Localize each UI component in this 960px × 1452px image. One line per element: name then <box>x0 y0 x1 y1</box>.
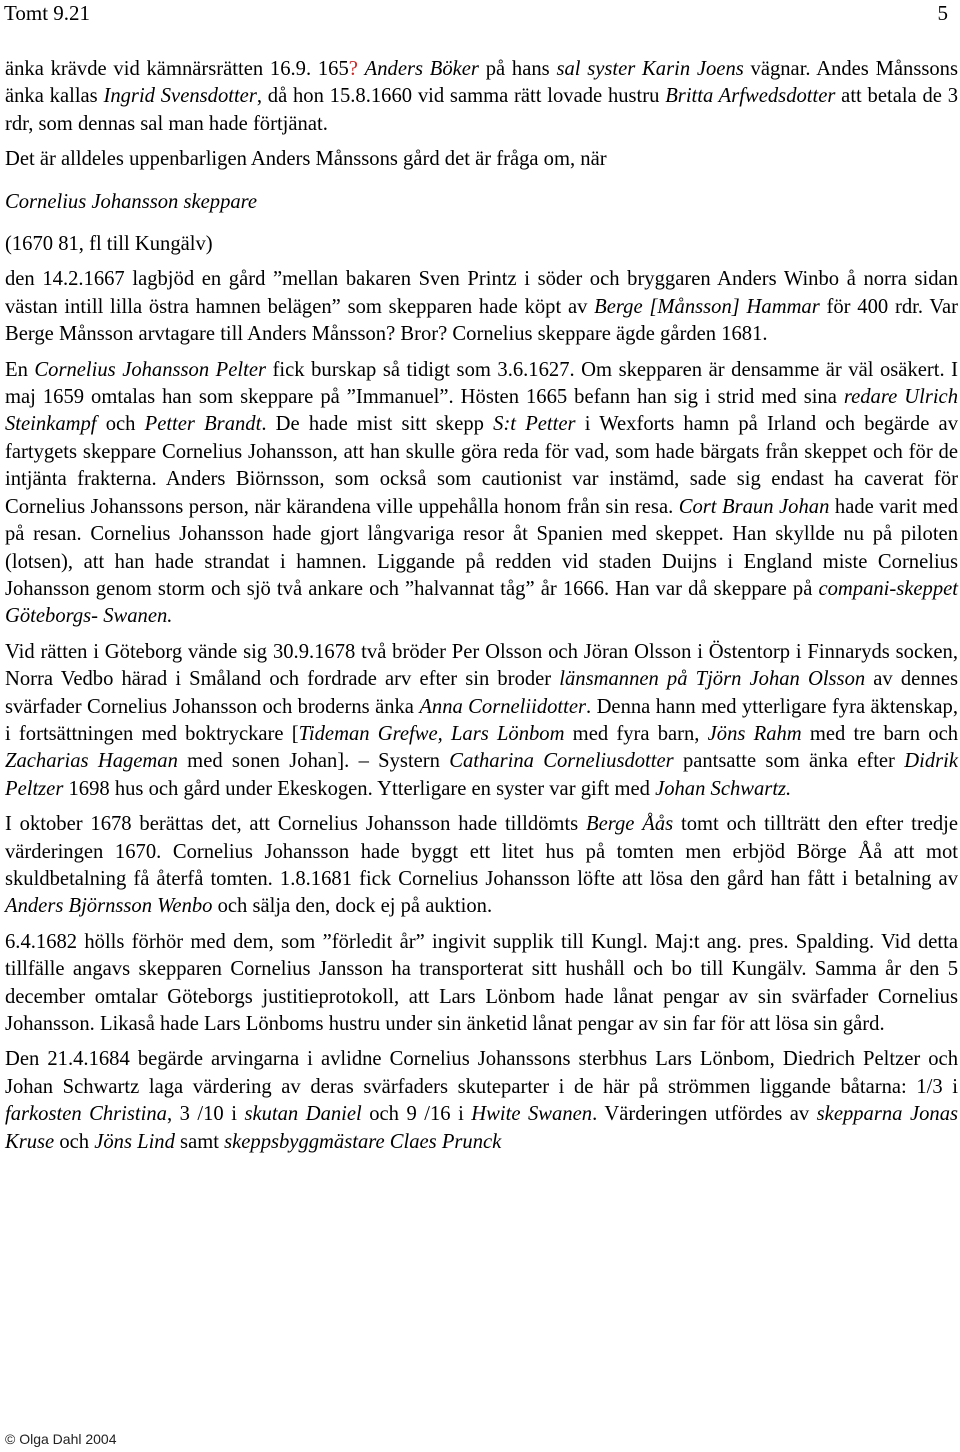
paragraph-6: 6.4.1682 hölls förhör med dem, som ”förledit år” ingivit supplik till Kungl. Maj:t ang. pres. Spalding. Vid detta tillfälle angavs skepparen Cornelius Jansson ha transporterat sitt hushåll och bo till Kungälv. Samma år den 5 december omtalar Göteborgs justitieprotokoll, att Lars Lönbom hade lånat pengar av sin svärfader Cornelius Johansson. Likaså hade Lars Lönboms hustru under sin änketid lånat pengar av sin far för att lösa sin gård. <box>5 930 958 1035</box>
page-number: 5 <box>937 1 948 25</box>
header-title: Tomt 9.21 <box>4 1 91 25</box>
heading-line-3: (1670 81, fl till Kungälv) <box>5 233 213 256</box>
query-mark: ? <box>348 58 358 80</box>
page-header <box>4 0 948 27</box>
paragraph-5: I oktober 1678 berättas det, att Cornelius Johansson hade tilldömts Berge Åås tomt och tillträtt den efter tredje värderingen 1670. Cornelius Johansson hade byggt ett litet hus på tomten men erbjöd Börge Åå att mot skuldbetalning få återfå tomten. 1.8.1681 fick Cornelius Johansson löfte att lösa den gård han fått i betalning av Anders Björnsson Wenbo och sälja den, dock ej på auktion. <box>5 813 958 918</box>
paragraph-7: Den 21.4.1684 begärde arvingarna i avlidne Cornelius Johanssons sterbhus Lars Lönbom, Diedrich Peltzer och Johan Schwartz laga värdering av deras svärfaders skuteparter i de här på strömmen liggande båtarna: 1/3 i farkosten Christina, 3 /10 i skutan Daniel och 9 /16 i Hwite Swanen. Värderingen utfördes av skepparna Jonas Kruse och Jöns Lind samt skeppsbyggmästare Claes Prunck <box>5 1048 959 1153</box>
copyright-footer: © Olga Dahl 2004 <box>5 1431 117 1447</box>
heading-line-2: Cornelius Johansson skeppare <box>5 190 258 213</box>
paragraph-4: Vid rätten i Göteborg vände sig 30.9.1678 två bröder Per Olsson och Jöran Olsson i Östentorp i Finnaryds socken, Norra Vedbo härad i Småland och fordrade arv efter sin broder länsmannen på Tjörn Johan Olsson av dennes svärfader Cornelius Johansson och broderns änka Anna Corneliidotter. Denna hann med ytterligare fyra äktenskap, i fortsättningen med boktryckare [Tideman Grefwe, Lars Lönbom med fyra barn, Jöns Rahm med tre barn och Zacharias Hageman med sonen Johan]. – Systern Catharina Corneliusdotter pantsatte som änka efter Didrik Peltzer 1698 hus och gård under Ekeskogen. Ytterligare en syster var gift med Johan Schwartz. <box>5 640 959 800</box>
document-body <box>5 56 958 1156</box>
section-heading <box>5 146 958 258</box>
heading-line-1: Det är alldeles uppenbarligen Anders Månssons gård det är fråga om, när <box>5 148 607 171</box>
paragraph-2: den 14.2.1667 lagbjöd en gård ”mellan bakaren Sven Printz i söder och bryggaren Anders Winbo å norra sidan västan intill lilla östra hamnen belägen” som skepparen hade köpt av Berge [Månsson] Hammar för 400 rdr. Var Berge Månsson arvtagare till Anders Månsson? Bror? Cornelius skeppare ägde gården 1681. <box>5 268 958 346</box>
paragraph-1: änka krävde vid kämnärsrätten 16.9. 165? Anders Böker på hans sal syster Karin Joens vägnar. Andes Månssons änka kallas Ingrid Svensdotter, då hon 15.8.1660 vid samma rätt lovade hustru Britta Arfwedsdotter att betala de 3 rdr, som dennas sal man hade förtjänat. <box>5 58 959 135</box>
paragraph-3: En Cornelius Johansson Pelter fick burskap så tidigt som 3.6.1627. Om skepparen är densamme är väl osäkert. I maj 1659 omtalas han som skeppare på ”Immanuel”. Hösten 1665 befann han sig i strid med sina redare Ulrich Steinkampf och Petter Brandt. De hade mist sitt skepp S:t Petter i Wexforts hamn på Irland och begärde av fartygets skeppare Cornelius Johansson, att han skulle göra reda för vad, som hade bärgats från skeppet och för de intjänta frakterna. Anders Biörnsson, som också som cautionist var instämd, sade sig endast ha caverat för Cornelius Johanssons person, när kärandena ville uppehålla honom från sin resa. Cort Braun Johan hade varit med på resan. Cornelius Johansson hade gjort långvariga resor åt Spanien med skeppet. Han skyllde nu på piloten (lotsen), att han hade strandat i hamnen. Liggande på redden vid staden Duijns i England miste Cornelius Johansson genom storm och sjö två ankare och ”halvannat tåg” år 1666. Han var då skeppare på compani-skeppet Göteborgs- Swanen. <box>5 358 959 628</box>
